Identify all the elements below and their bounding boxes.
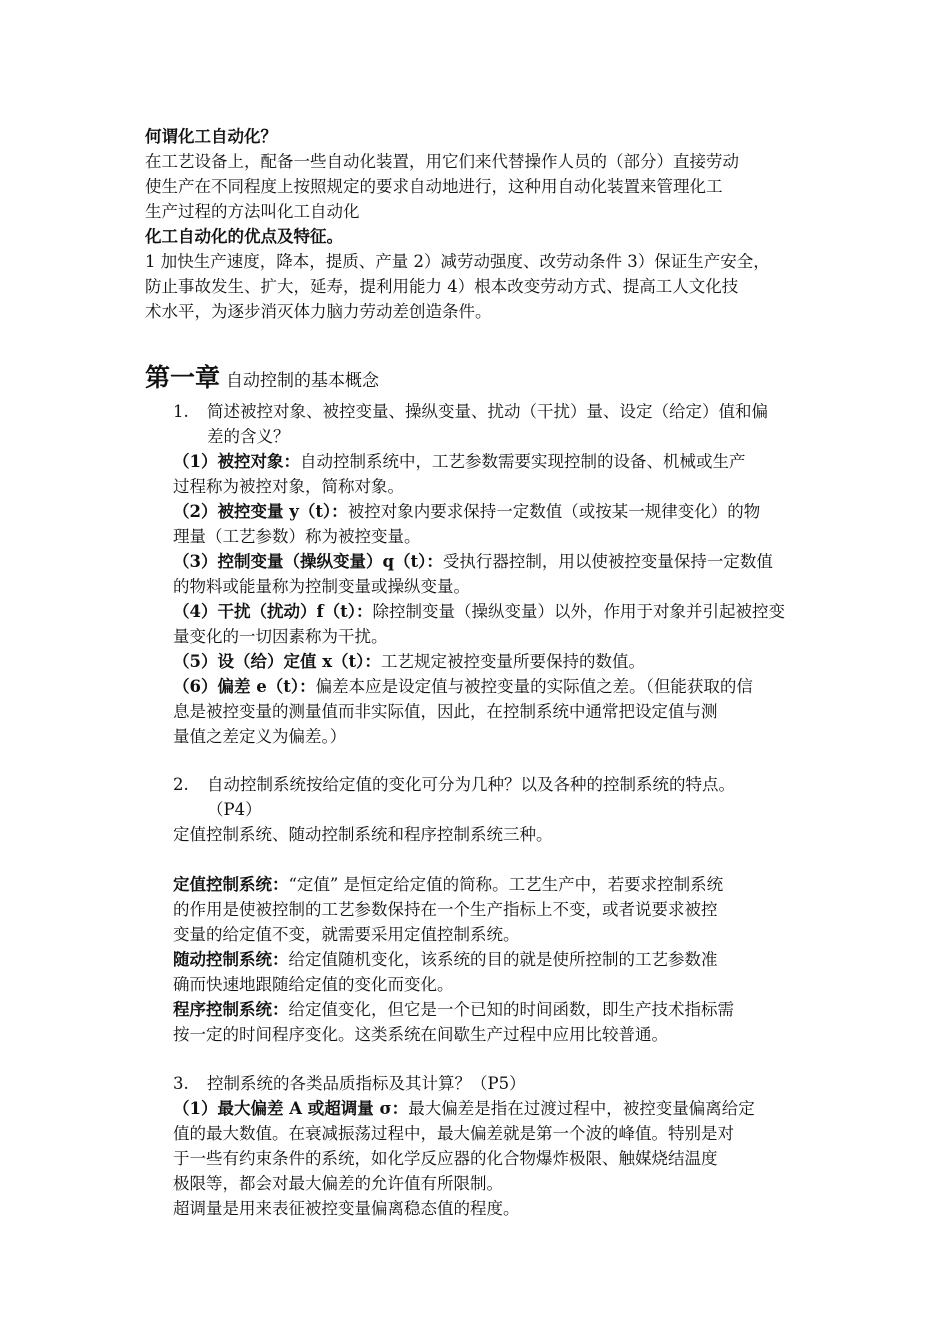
answer-text: 工艺规定被控变量所要保持的数值。	[380, 652, 645, 671]
answer-text: 被控对象内要求保持一定数值（或按某一规律变化）的物	[347, 502, 761, 521]
intro-q2-title: 化工自动化的优点及特征。	[145, 227, 343, 246]
answer-line: 理量（工艺参数）称为被控变量。	[173, 527, 421, 546]
answer-text: 自动控制系统中，工艺参数需要实现控制的设备、机械或生产	[299, 452, 746, 471]
answer-line	[173, 549, 773, 574]
intro-q1-title: 何谓化工自动化？	[145, 127, 277, 146]
answer-text: “定值” 是恒定给定值的简称。工艺生产中，若要求控制系统	[288, 875, 724, 894]
answer-summary: 定值控制系统、随动控制系统和程序控制系统三种。	[173, 825, 553, 844]
chapter-heading	[145, 358, 379, 394]
answer-line: 按一定的时间程序变化。这类系统在间歇生产过程中应用比较普通。	[173, 1025, 668, 1044]
answer-text: 给定值随机变化，该系统的目的就是使所控制的工艺参数准	[288, 950, 718, 969]
answer-line: 于一些有约束条件的系统，如化学反应器的化合物爆炸极限、触媒烧结温度	[173, 1149, 718, 1168]
answer-line: 确而快速地跟随给定值的变化而变化。	[173, 975, 454, 994]
answer-line	[173, 1096, 755, 1121]
question-number: 1.	[173, 402, 189, 421]
question-text: 控制系统的各类品质指标及其计算？（P5）	[207, 1074, 526, 1093]
answer-line: 量变化的一切因素称为干扰。	[173, 627, 388, 646]
chapter-label: 第一章	[145, 363, 221, 392]
answer-term: 随动控制系统：	[173, 950, 289, 969]
answer-line: 极限等，都会对最大偏差的允许值有所限制。	[173, 1174, 503, 1193]
answer-term: （2）被控变量 y（t）：	[173, 502, 348, 521]
answer-line	[173, 997, 734, 1022]
answer-text: 受执行器控制，用以使被控变量保持一定数值	[442, 552, 773, 571]
answer-term: （6）偏差 e（t）：	[173, 677, 316, 696]
answer-text: 最大偏差是指在过渡过程中，被控变量偏离给定	[408, 1099, 755, 1118]
answer-line	[173, 599, 785, 624]
answer-line: 息是被控变量的测量值而非实际值，因此，在控制系统中通常把设定值与测	[173, 702, 718, 721]
question-text: 差的含义？	[207, 427, 290, 446]
answer-term: （4）干扰（扰动）f（t）：	[173, 602, 373, 621]
answer-line	[173, 499, 760, 524]
chapter-title: 自动控制的基本概念	[226, 371, 380, 391]
intro-q1-line: 生产过程的方法叫化工自动化	[145, 202, 360, 221]
answer-line: 过程称为被控对象，简称对象。	[173, 477, 404, 496]
answer-line	[173, 449, 745, 474]
answer-line	[173, 674, 753, 699]
intro-q2-line: 术水平，为逐步消灭体力脑力劳动差创造条件。	[145, 302, 492, 321]
answer-line: 的作用是使被控制的工艺参数保持在一个生产指标上不变，或者说要求被控	[173, 900, 718, 919]
answer-line	[173, 649, 645, 674]
answer-text: 给定值变化，但它是一个已知的时间函数，即生产技术指标需	[288, 1000, 734, 1019]
question-number: 3.	[173, 1074, 189, 1093]
answer-line	[173, 947, 718, 972]
answer-line	[173, 872, 723, 897]
answer-line: 的物料或能量称为控制变量或操纵变量。	[173, 577, 470, 596]
answer-term: （1）被控对象：	[173, 452, 300, 471]
question-text: 简述被控对象、被控变量、操纵变量、扰动（干扰）量、设定（给定）值和偏	[207, 402, 768, 421]
question-text: （P4）	[207, 800, 262, 819]
intro-q1-line: 使生产在不同程度上按照规定的要求自动地进行，这种用自动化装置来管理化工	[145, 177, 723, 196]
intro-q2-line: 防止事故发生、扩大，延寿，提利用能力 4）根本改变劳动方式、提高工人文化技	[145, 277, 739, 296]
answer-term: 定值控制系统：	[173, 875, 289, 894]
intro-q1-line: 在工艺设备上，配备一些自动化装置，用它们来代替操作人员的（部分）直接劳动	[145, 152, 739, 171]
answer-line: 变量的给定值不变，就需要采用定值控制系统。	[173, 925, 520, 944]
question-text: 自动控制系统按给定值的变化可分为几种？以及各种的控制系统的特点。	[207, 775, 735, 794]
answer-line: 值的最大数值。在衰减振荡过程中，最大偏差就是第一个波的峰值。特别是对	[173, 1124, 734, 1143]
answer-term: （3）控制变量（操纵变量）q（t）：	[173, 552, 443, 571]
answer-line: 量值之差定义为偏差。）	[173, 727, 347, 746]
intro-q2-line: 1 加快生产速度，降本，提质、产量 2）减劳动强度、改劳动条件 3）保证生产安全，	[145, 252, 770, 271]
answer-term: 程序控制系统：	[173, 1000, 289, 1019]
answer-text: 偏差本应是设定值与被控变量的实际值之差。（但能获取的信	[315, 677, 753, 696]
answer-text: 除控制变量（操纵变量）以外，作用于对象并引起被控变	[372, 602, 785, 621]
answer-term: （1）最大偏差 A 或超调量 σ：	[173, 1099, 409, 1118]
answer-term: （5）设（给）定值 x（t）：	[173, 652, 381, 671]
question-number: 2.	[173, 775, 189, 794]
answer-tail: 超调量是用来表征被控变量偏离稳态值的程度。	[173, 1199, 520, 1218]
